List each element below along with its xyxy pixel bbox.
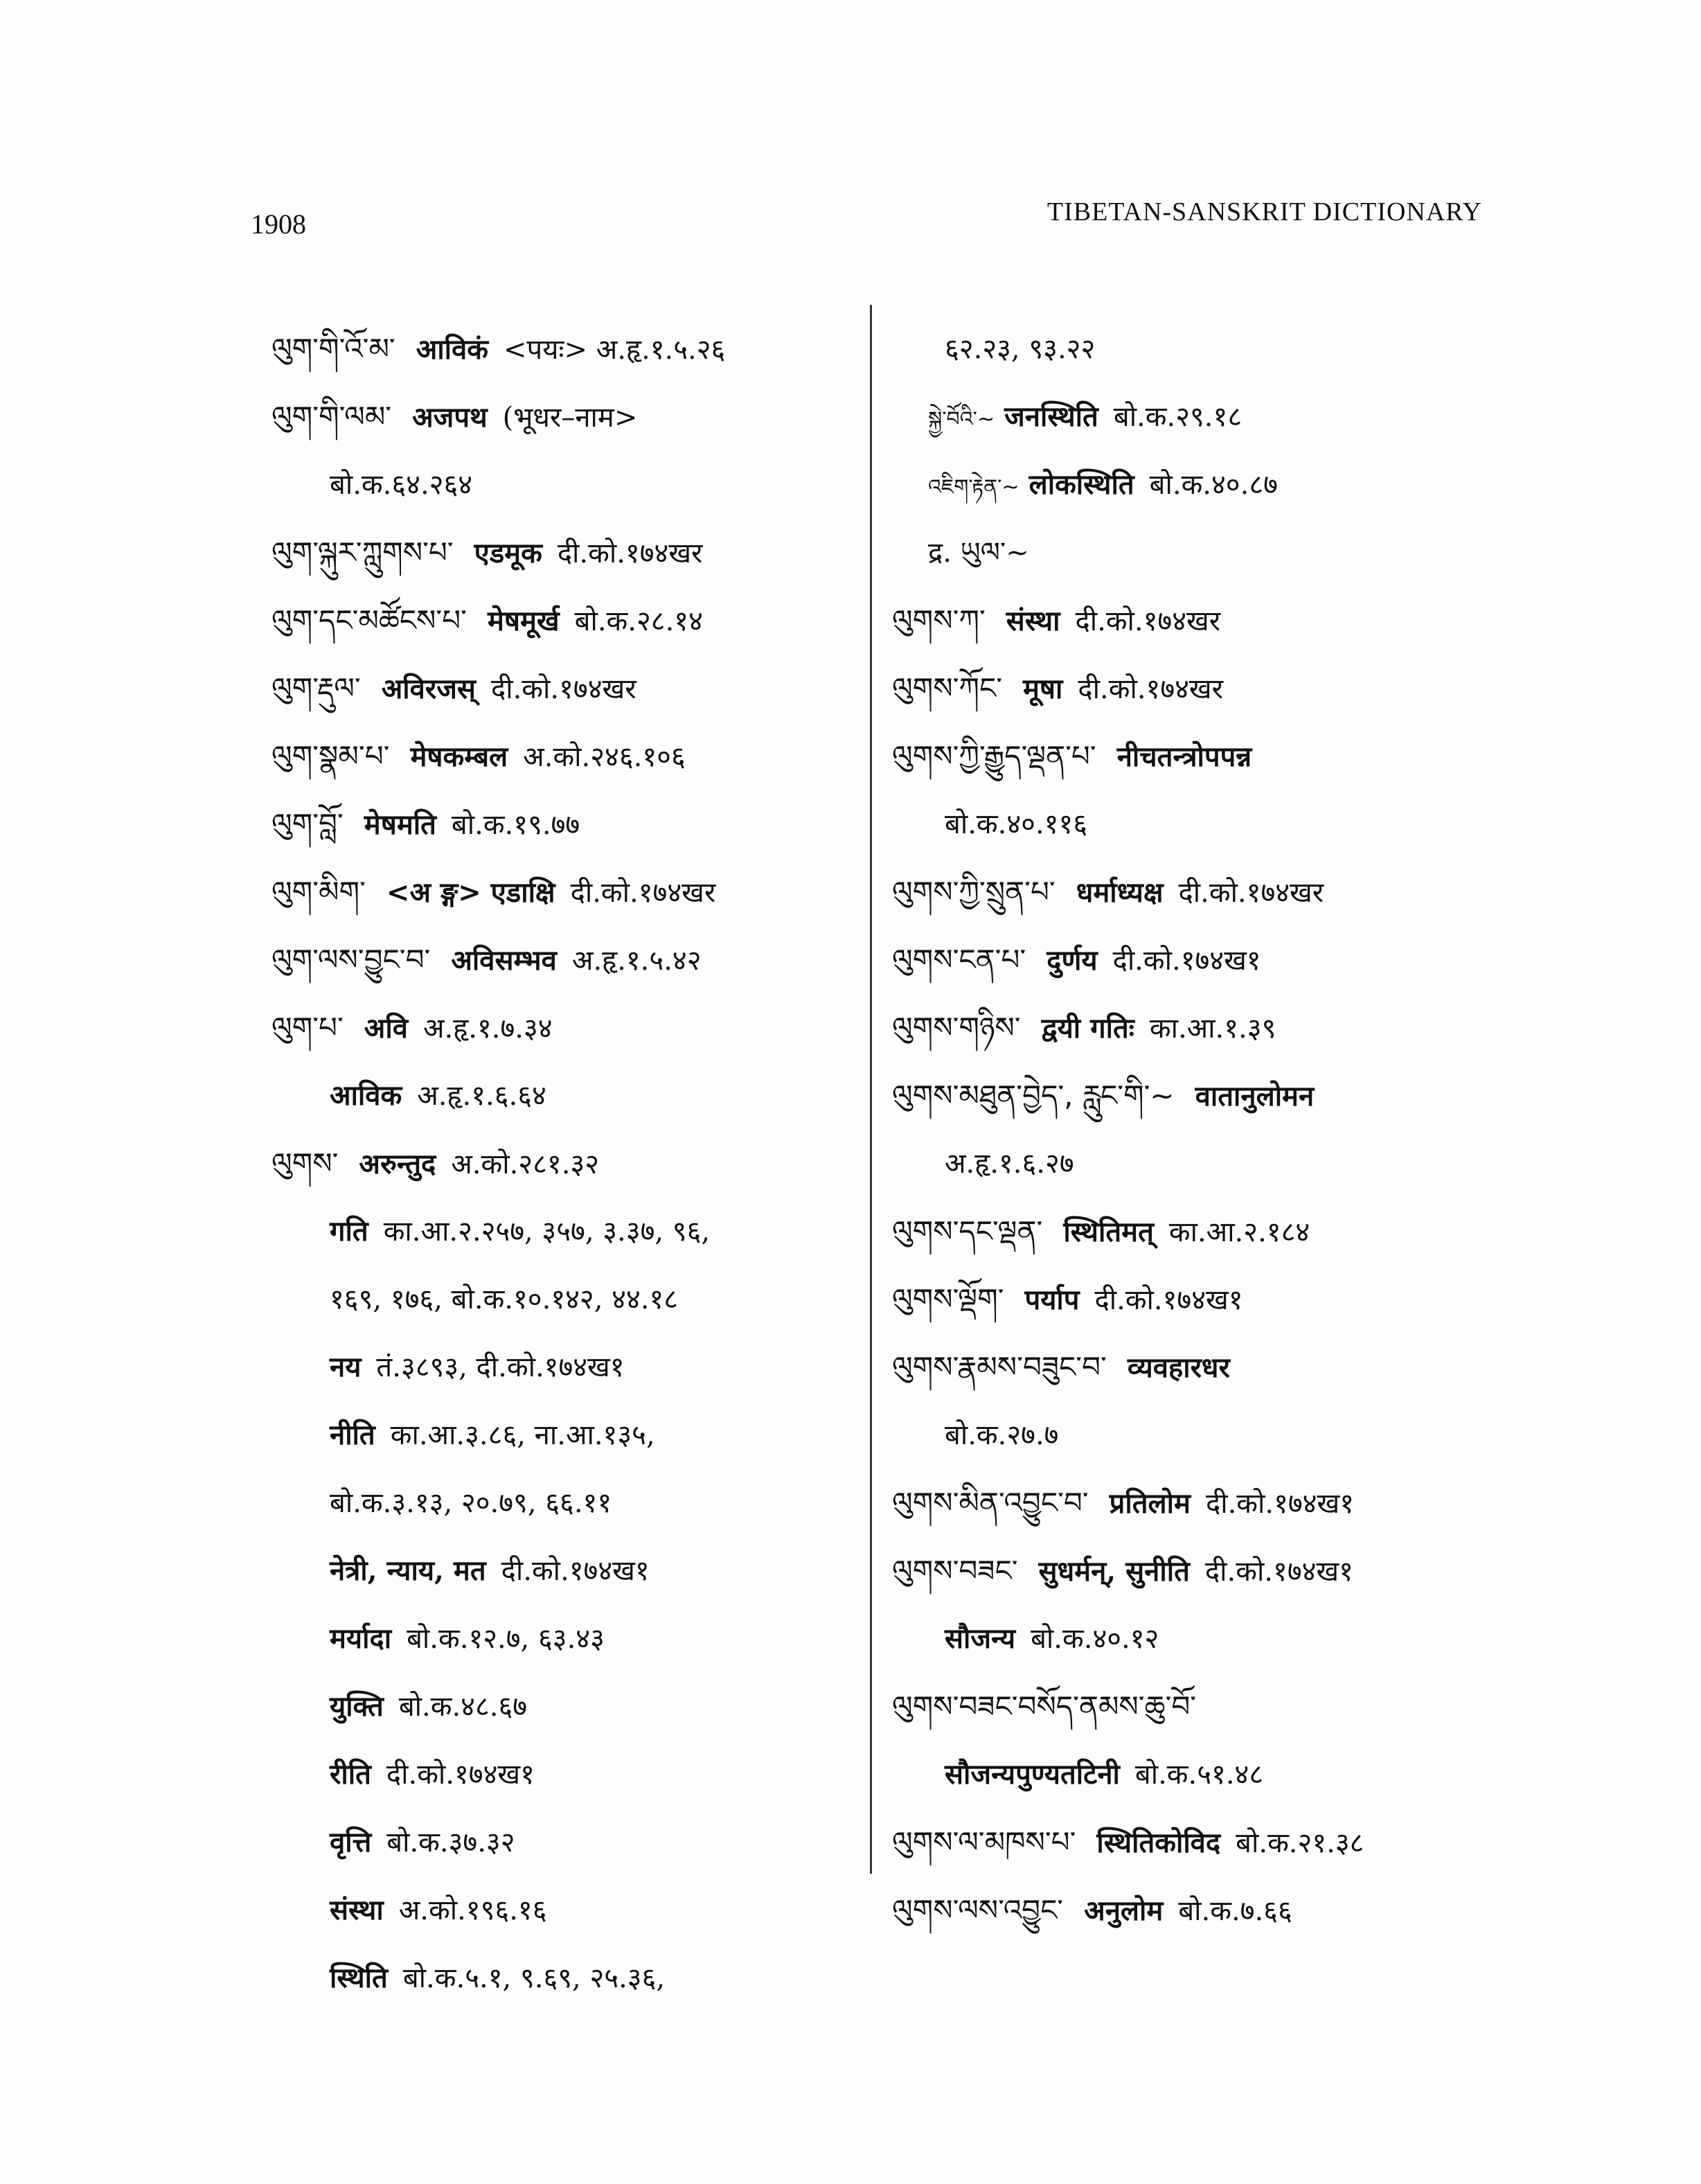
- tibetan-headword: ལུགས་ཀོང་: [892, 671, 1003, 705]
- sanskrit-equivalent: एडमूक: [474, 537, 542, 569]
- dictionary-entry: [892, 858, 1515, 926]
- sanskrit-equivalent: आविकं: [416, 333, 488, 366]
- tibetan-headword: ལུགས་དང་ལྡན་: [892, 1214, 1043, 1248]
- source-reference: बो.क.४८.६७: [398, 1691, 528, 1723]
- dictionary-entry: [271, 1944, 853, 2012]
- tibetan-headword: ལུག་རྡུལ་: [271, 671, 361, 705]
- source-reference: <पयः> अ.हृ.१.५.२६: [503, 334, 726, 366]
- tibetan-headword: ལུགས་ལྡོག་: [892, 1282, 1004, 1316]
- right-column: [892, 315, 1515, 1944]
- tibetan-headword: ལུག་མིག་: [271, 875, 366, 909]
- dictionary-entry: [892, 1401, 1515, 1469]
- dictionary-entry: [271, 1605, 853, 1673]
- source-reference: (भूधर–नाम>: [502, 402, 638, 434]
- sanskrit-equivalent: युक्ति: [330, 1690, 384, 1723]
- sanskrit-equivalent: दुर्णय: [1047, 944, 1098, 977]
- sanskrit-equivalent: स्थिति: [330, 1962, 388, 1994]
- source-reference: दी.को.१७४खर: [1075, 605, 1221, 637]
- sanskrit-equivalent: नीति: [330, 1419, 375, 1451]
- sanskrit-equivalent: संस्था: [330, 1894, 384, 1926]
- dictionary-entry: [271, 1266, 853, 1333]
- dictionary-entry: [271, 858, 853, 926]
- running-title: TIBETAN-SANSKRIT DICTIONARY: [1047, 197, 1482, 227]
- tibetan-headword: ལུགས་ཀ་: [892, 603, 986, 637]
- dictionary-entry: [892, 1333, 1515, 1401]
- source-reference: का.आ.१.३९: [1149, 1013, 1276, 1045]
- tibetan-headword: ལུགས་: [271, 1146, 339, 1180]
- source-reference: दी.को.१७४ख१: [1204, 1556, 1353, 1588]
- dictionary-entry: [271, 1537, 853, 1605]
- source-reference: तं.३८९३, दी.को.१७४ख१: [376, 1351, 625, 1383]
- sanskrit-equivalent: धर्माध्यक्ष: [1076, 876, 1164, 909]
- sanskrit-equivalent: अविसम्भव: [451, 944, 557, 977]
- sanskrit-equivalent: मूषा: [1023, 673, 1063, 705]
- source-reference: बो.क.४०.११६: [945, 808, 1088, 840]
- source-reference: अ.को.२४६.१०६: [523, 741, 686, 773]
- tibetan-headword: ལུག་ལས་བྱུང་བ་: [271, 943, 431, 977]
- dictionary-entry: [892, 587, 1515, 655]
- dictionary-entry: [892, 655, 1515, 722]
- sanskrit-equivalent: अवि: [364, 1012, 408, 1045]
- source-reference: दी.को.१७४ख१: [386, 1759, 535, 1791]
- source-reference: दी.को.१७४ख१: [1112, 945, 1261, 977]
- sanskrit-equivalent: स्थितिकोविद: [1096, 1827, 1221, 1859]
- source-reference: अ.को.२८१.३२: [451, 1148, 600, 1180]
- tibetan-headword: ལུགས་ཀྱི་རྒྱུད་ལྡན་པ་: [892, 739, 1096, 773]
- source-reference: १६९, १७६, बो.क.१०.१४२, ४४.१८: [330, 1284, 679, 1315]
- source-reference: बो.क.२१.३८: [1236, 1827, 1364, 1859]
- source-reference: का.आ.२.२५७, ३५७, ३.३७, ९६,: [383, 1216, 711, 1248]
- source-reference: बो.क.२८.१४: [574, 605, 703, 637]
- tibetan-headword: ལུག་དང་མཚོངས་པ་: [271, 603, 467, 637]
- sanskrit-equivalent: गति: [330, 1215, 368, 1248]
- dictionary-entry: [271, 1876, 853, 1944]
- dictionary-entry: [892, 1130, 1515, 1198]
- dictionary-entry: [271, 994, 853, 1062]
- source-reference: दी.को.१७४ख१: [1205, 1488, 1354, 1520]
- dictionary-entry: [892, 1469, 1515, 1537]
- sanskrit-equivalent: सुधर्मन्, सुनीति: [1038, 1555, 1190, 1588]
- tibetan-headword: ལུག་པ་: [271, 1011, 344, 1045]
- source-reference: दी.को.१७४ख१: [1094, 1284, 1243, 1316]
- source-reference: दी.को.१७४खर: [570, 877, 716, 909]
- dictionary-entry: [892, 383, 1515, 451]
- tibetan-headword: ལུག་སྣམ་པ་: [271, 739, 390, 773]
- dictionary-entry: [271, 383, 853, 451]
- sanskrit-equivalent: अरुन्तुद: [359, 1148, 436, 1180]
- tibetan-headword: ལུགས་བཟང་བསོད་ནམས་ཆུ་བོ་: [892, 1689, 1197, 1723]
- dictionary-entry: [892, 1605, 1515, 1673]
- sanskrit-equivalent: मेषमति: [364, 808, 436, 841]
- source-reference: अ.हृ.१.६.२७: [945, 1148, 1074, 1180]
- dictionary-entry: [271, 1401, 853, 1469]
- source-reference: दी.को.१७४खर: [490, 673, 636, 705]
- sanskrit-equivalent: मेषकम्बल: [410, 740, 508, 773]
- dictionary-entry: [271, 519, 853, 587]
- source-reference: बो.क.३.१३, २०.७९, ६६.११: [330, 1487, 612, 1519]
- source-reference: बो.क.१९.७७: [451, 809, 580, 841]
- dictionary-entry: [271, 790, 853, 858]
- sanskrit-equivalent: संस्था: [1006, 605, 1060, 637]
- dictionary-entry: [892, 451, 1515, 519]
- sanskrit-equivalent: स्थितिमत्: [1063, 1216, 1154, 1248]
- sanskrit-equivalent: पर्याप: [1024, 1284, 1080, 1316]
- source-reference: दी.को.१७४खर: [1178, 877, 1324, 909]
- sanskrit-equivalent: मर्यादा: [330, 1622, 392, 1655]
- dictionary-entry: [892, 1062, 1515, 1130]
- source-reference: का.आ.२.१८४: [1168, 1216, 1310, 1248]
- source-reference: बो.क.५.१, ९.६९, २५.३६,: [402, 1962, 666, 1994]
- sanskrit-equivalent: सौजन्य: [945, 1622, 1016, 1655]
- source-reference: बो.क.३७.३२: [386, 1827, 515, 1858]
- source-reference: बो.क.७.६६: [1178, 1895, 1292, 1927]
- sanskrit-equivalent: आविक: [330, 1079, 402, 1112]
- sanskrit-equivalent: द्वयी गतिः: [1041, 1012, 1134, 1045]
- source-reference: का.आ.३.८६, ना.आ.१३५,: [390, 1419, 655, 1451]
- tibetan-headword: ལུག་བློ་: [271, 807, 344, 841]
- page-number: 1908: [251, 208, 306, 240]
- dictionary-entry: [892, 1198, 1515, 1266]
- dictionary-entry: [892, 722, 1515, 790]
- dictionary-entry: [271, 451, 853, 519]
- dictionary-entry: [892, 1809, 1515, 1876]
- sanskrit-equivalent: नेत्री, न्याय, मत: [330, 1554, 486, 1587]
- sanskrit-equivalent: सौजन्यपुण्यतटिनी: [945, 1758, 1120, 1791]
- source-reference: द्र. ཡུལ་~: [928, 537, 1029, 569]
- sanskrit-equivalent: अविरजस्: [381, 673, 476, 705]
- dictionary-entry: [271, 1130, 853, 1198]
- dictionary-entry: [271, 1198, 853, 1266]
- source-reference: दी.को.१७४खर: [1078, 673, 1224, 705]
- source-reference: अ.हृ.१.७.३४: [422, 1013, 553, 1045]
- source-reference: अ.हृ.१.५.४२: [571, 945, 702, 977]
- source-reference: अ.को.१९६.१६: [398, 1894, 547, 1926]
- tibetan-headword: ལུག་ལྐུར་ཀླུགས་པ་: [271, 535, 454, 569]
- source-reference: दी.को.१७४खर: [557, 538, 703, 569]
- sanskrit-equivalent: मेषमूर्ख: [487, 605, 560, 637]
- tibetan-headword: ལུགས་གཉིས་: [892, 1011, 1021, 1045]
- dictionary-entry: [892, 1876, 1515, 1944]
- dictionary-entry: [271, 722, 853, 790]
- dictionary-entry: [892, 1537, 1515, 1605]
- tibetan-headword: སྐྱེ་བོའི་~: [928, 407, 995, 432]
- sanskrit-equivalent: वृत्ति: [330, 1826, 372, 1858]
- dictionary-entry: [271, 315, 853, 383]
- tibetan-headword: ལུགས་མིན་འབྱུང་བ་: [892, 1486, 1089, 1520]
- tibetan-headword: ལུགས་ཀྱི་སྲུན་པ་: [892, 875, 1056, 909]
- dictionary-entry: [271, 1333, 853, 1401]
- dictionary-entry: [271, 655, 853, 722]
- sanskrit-equivalent: नीचतन्त्रोपपन्न: [1116, 740, 1252, 773]
- tibetan-headword: ལུག་གི་ལམ་: [271, 400, 392, 434]
- sanskrit-equivalent: प्रतिलोम: [1109, 1487, 1191, 1520]
- tibetan-headword: ལུགས་ལ་མཁས་པ་: [892, 1825, 1076, 1859]
- tibetan-headword: ལུགས་ངན་པ་: [892, 943, 1026, 977]
- dictionary-entry: [892, 790, 1515, 858]
- sanskrit-equivalent: जनस्थिति: [1004, 400, 1098, 433]
- sanskrit-equivalent: नय: [330, 1351, 362, 1383]
- dictionary-entry: [271, 1062, 853, 1130]
- dictionary-entry: [892, 315, 1515, 383]
- tibetan-headword: ལུགས་བཟང་: [892, 1554, 1018, 1588]
- source-reference: बो.क.२९.१८: [1113, 401, 1243, 433]
- source-reference: बो.क.१२.७, ६३.४३: [407, 1623, 605, 1655]
- tibetan-headword: འཇིག་རྟེན་~: [928, 475, 1019, 499]
- source-reference: दी.को.१७४ख१: [501, 1555, 650, 1587]
- dictionary-entry: [271, 1673, 853, 1741]
- source-reference: बो.क.२७.७: [945, 1419, 1059, 1451]
- dictionary-entry: [892, 926, 1515, 994]
- dictionary-entry: [271, 1469, 853, 1537]
- dictionary-entry: [892, 1266, 1515, 1333]
- dictionary-entry: [892, 1741, 1515, 1809]
- sanskrit-equivalent: <अ ङ्ग> एडाक्षि: [386, 876, 555, 909]
- sanskrit-equivalent: व्यवहारधर: [1127, 1351, 1230, 1384]
- sanskrit-equivalent: वातानुलोमन: [1195, 1080, 1315, 1112]
- source-reference: बो.क.४०.१२: [1031, 1623, 1159, 1655]
- sanskrit-equivalent: रीति: [330, 1758, 371, 1791]
- tibetan-headword: ལུགས་རྣམས་བཟུང་བ་: [892, 1350, 1107, 1384]
- column-divider: [870, 305, 872, 1874]
- source-reference: बो.क.५१.४८: [1134, 1759, 1264, 1791]
- tibetan-headword: ལུག་གི་འོ་མ་: [271, 332, 395, 366]
- source-reference: अ.हृ.१.६.६४: [417, 1080, 546, 1112]
- dictionary-entry: [271, 587, 853, 655]
- sanskrit-equivalent: अनुलोम: [1084, 1894, 1164, 1927]
- tibetan-headword: ལུགས་མཐུན་བྱེད་, རླུང་གི་~: [892, 1078, 1175, 1112]
- source-reference: बो.क.६४.२६४: [330, 469, 473, 501]
- source-reference: ६२.२३, ९३.२२: [945, 333, 1096, 365]
- dictionary-entry: [271, 926, 853, 994]
- dictionary-entry: [892, 1673, 1515, 1741]
- tibetan-headword: ལུགས་ལས་འབྱུང་: [892, 1893, 1064, 1927]
- left-column: [271, 315, 853, 2012]
- sanskrit-equivalent: लोकस्थिति: [1028, 468, 1134, 501]
- dictionary-entry: [892, 994, 1515, 1062]
- dictionary-entry: [271, 1809, 853, 1876]
- dictionary-entry: [892, 519, 1515, 587]
- source-reference: बो.क.४०.८७: [1149, 469, 1278, 501]
- sanskrit-equivalent: अजपथ: [412, 401, 488, 434]
- dictionary-entry: [271, 1741, 853, 1809]
